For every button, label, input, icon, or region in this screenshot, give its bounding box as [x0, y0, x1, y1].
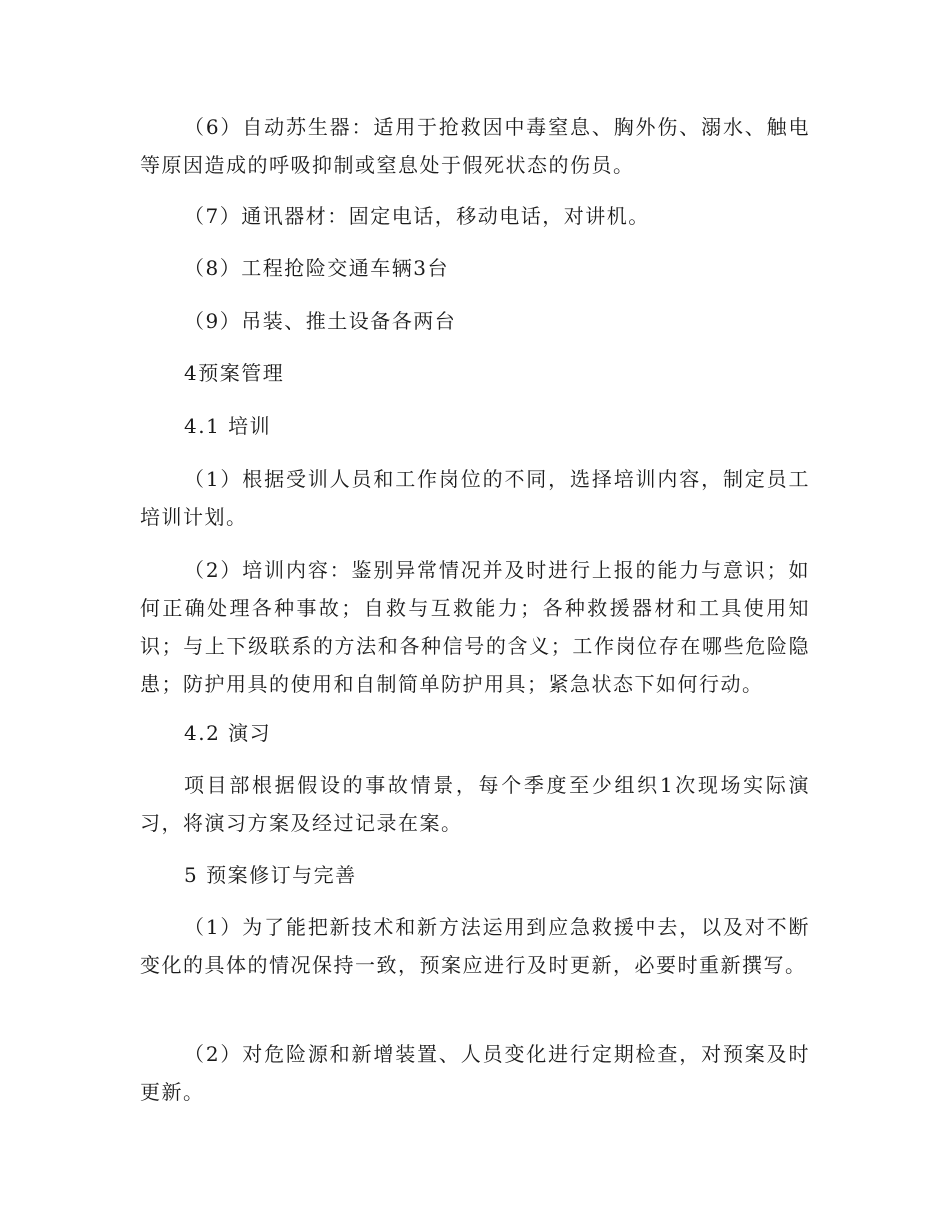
- paragraph-communication: （7）通讯器材：固定电话，移动电话，对讲机。: [184, 204, 650, 228]
- heading-plan-revision: 5 预案修订与完善: [184, 863, 357, 887]
- paragraph-training-plan: （1）根据受训人员和工作岗位的不同，选择培训内容，制定员工培训计划。: [140, 467, 810, 529]
- paragraph-vehicles: （8）工程抢险交通车辆3台: [184, 256, 449, 280]
- heading-drill: 4.2 演习: [184, 721, 272, 745]
- heading-training: 4.1 培训: [184, 414, 272, 438]
- paragraph-drill: 项目部根据假设的事故情景，每个季度至少组织1次现场实际演习，将演习方案及经过记录在案。: [140, 773, 810, 835]
- paragraph-revision-check: （2）对危险源和新增装置、人员变化进行定期检查，对预案及时更新。: [140, 1042, 810, 1104]
- paragraph-lifting-equipment: （9）吊装、推土设备各两台: [184, 309, 457, 333]
- paragraph-resuscitator: （6）自动苏生器：适用于抢救因中毒窒息、胸外伤、溺水、触电等原因造成的呼吸抑制或窒息处于假死状态的伤员。: [140, 115, 810, 177]
- paragraph-training-content: （2）培训内容：鉴别异常情况并及时进行上报的能力与意识；如何正确处理各种事故；自救与互救能力；各种救援器材和工具使用知识；与上下级联系的方法和各种信号的含义；工作岗位存在哪些危险隐患；防护用具的使用和自制简单防护用具；紧急状态下如何行动。: [140, 558, 810, 696]
- heading-plan-management: 4预案管理: [184, 361, 285, 385]
- paragraph-revision-update: （1）为了能把新技术和新方法运用到应急救援中去，以及对不断变化的具体的情况保持一致，预案应进行及时更新，必要时重新撰写。: [140, 915, 810, 977]
